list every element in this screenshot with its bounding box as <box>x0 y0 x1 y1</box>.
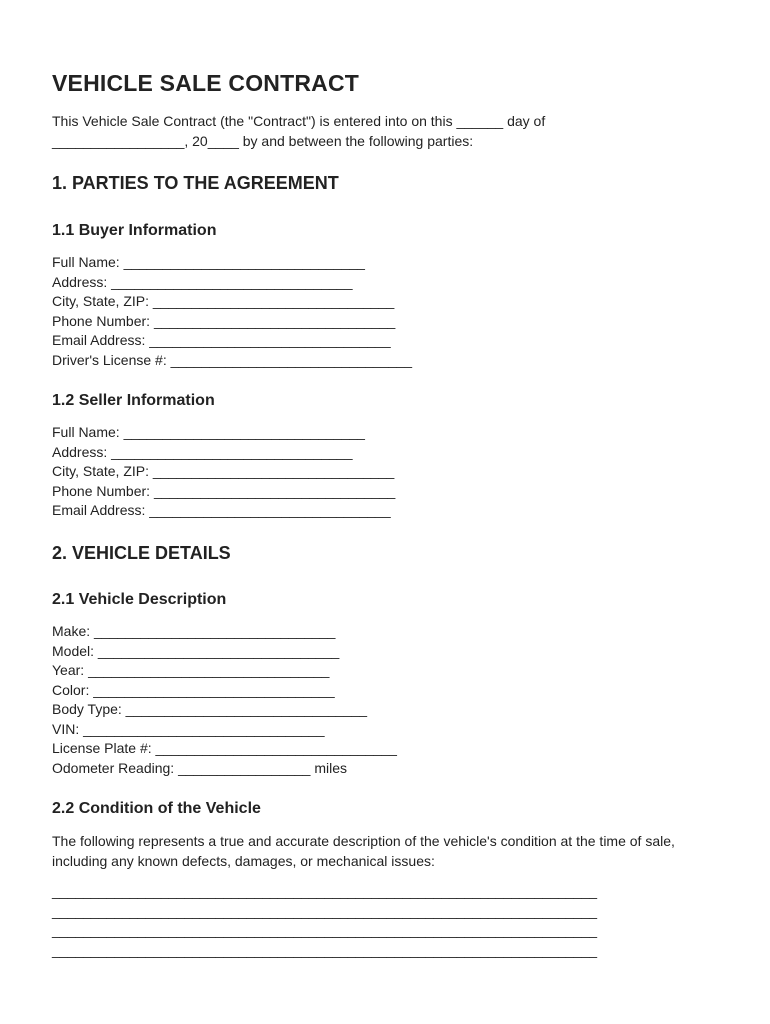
seller-phone-field[interactable]: Phone Number: _______________________________ <box>52 482 396 499</box>
vehicle-color-field[interactable]: Color: _______________________________ <box>52 681 335 698</box>
seller-email-field[interactable]: Email Address: _______________________________ <box>52 502 391 518</box>
section-heading-parties: 1. PARTIES TO THE AGREEMENT <box>52 173 339 193</box>
vehicle-model-field[interactable]: Model: _______________________________ <box>52 642 340 659</box>
buyer-phone-field[interactable]: Phone Number: _______________________________ <box>52 312 396 329</box>
condition-line[interactable]: ______________________________________________________________________ <box>52 883 598 899</box>
seller-city-state-zip-field[interactable]: City, State, ZIP: _______________________________ <box>52 463 395 479</box>
buyer-fields <box>52 253 412 370</box>
vehicle-odometer-field[interactable]: Odometer Reading: _________________ miles <box>52 759 347 776</box>
condition-line[interactable]: ______________________________________________________________________ <box>52 902 598 919</box>
buyer-drivers-license-field[interactable]: Driver's License #: _______________________________ <box>52 351 412 368</box>
condition-lines <box>52 882 597 960</box>
subheading-vehicle-condition: 2.2 Condition of the Vehicle <box>52 800 261 817</box>
vehicle-license-plate-field[interactable]: License Plate #: _______________________________ <box>52 740 397 756</box>
seller-address-field[interactable]: Address: _______________________________ <box>52 443 353 460</box>
buyer-city-state-zip-field[interactable]: City, State, ZIP: _______________________________ <box>52 293 395 309</box>
buyer-full-name-field[interactable]: Full Name: _______________________________ <box>52 254 365 270</box>
subheading-buyer-information: 1.1 Buyer Information <box>52 222 217 239</box>
condition-line[interactable]: ______________________________________________________________________ <box>52 922 598 938</box>
subheading-seller-information: 1.2 Seller Information <box>52 392 215 409</box>
seller-fields <box>52 423 395 521</box>
intro-paragraph: This Vehicle Sale Contract (the "Contract") is entered into on this ______ day of _________________, 20____ by and between the following parties: <box>52 113 546 149</box>
subheading-vehicle-description: 2.1 Vehicle Description <box>52 591 227 608</box>
seller-full-name-field[interactable]: Full Name: _______________________________ <box>52 424 365 440</box>
condition-line[interactable]: ______________________________________________________________________ <box>52 941 598 958</box>
vehicle-make-field[interactable]: Make: _______________________________ <box>52 623 336 639</box>
vehicle-year-field[interactable]: Year: _______________________________ <box>52 662 330 678</box>
section-heading-vehicle-details: 2. VEHICLE DETAILS <box>52 543 231 563</box>
buyer-email-field[interactable]: Email Address: _______________________________ <box>52 332 391 348</box>
vehicle-vin-field[interactable]: VIN: _______________________________ <box>52 720 325 737</box>
buyer-address-field[interactable]: Address: _______________________________ <box>52 273 353 290</box>
vehicle-fields <box>52 622 397 778</box>
vehicle-body-type-field[interactable]: Body Type: _______________________________ <box>52 701 368 717</box>
condition-paragraph: The following represents a true and accurate description of the vehicle's condition at the time of sale, including any known defects, damages, or mechanical issues: <box>52 833 675 869</box>
document-title: VEHICLE SALE CONTRACT <box>52 70 360 96</box>
